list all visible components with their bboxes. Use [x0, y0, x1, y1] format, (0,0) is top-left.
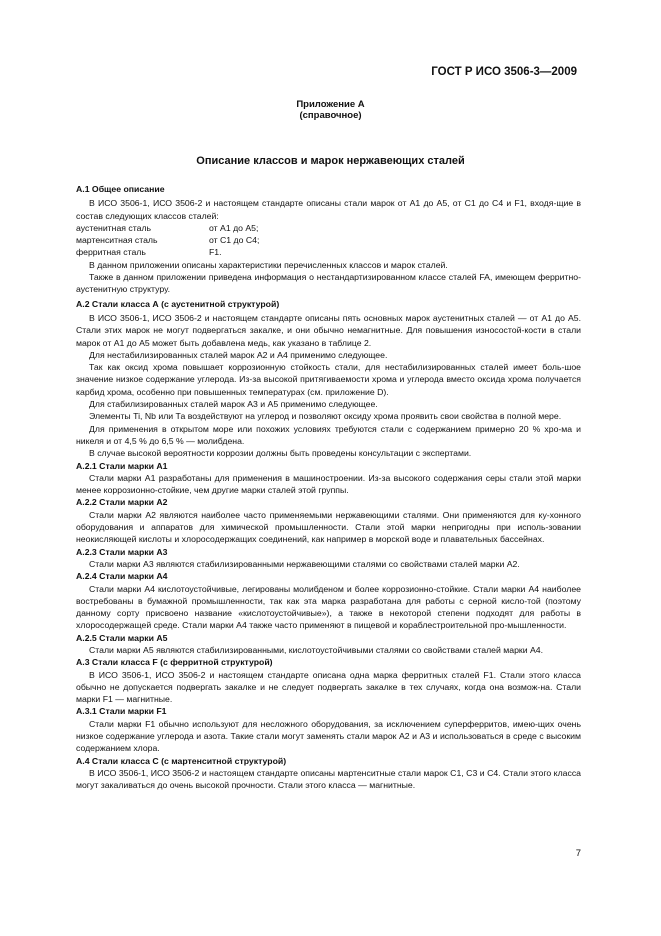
class-range: F1. [209, 247, 222, 258]
section-heading: А.4 Стали класса С (с мартенситной структурой) [76, 755, 287, 766]
class-name: мартенситная сталь [76, 235, 158, 246]
class-range: от А1 до А5; [209, 222, 259, 233]
standard-number: ГОСТ Р ИСО 3506-3—2009 [431, 66, 577, 78]
paragraph: Для применения в открытом море или похожих условиях требуются стали с содержанием примерно 20 % хро-ма и никеля и от 4,5 % до 6,5 % — молибдена. [76, 423, 581, 446]
document-body [76, 183, 581, 792]
paragraph: В ИСО 3506-1, ИСО 3506-2 и настоящем стандарте описана одна марка ферритных сталей F1. Стали этого класса обычно не допускается подвергать закалке и не следует подвергать закалке в тех случаях, когда она возмож-на. Стали марки F1 — магнитные. [76, 669, 581, 705]
paragraph: Элементы Ti, Nb или Та воздействуют на углерод и позволяют оксиду хрома проявить свои свойства в полной мере. [89, 411, 562, 422]
subsection-heading: А.2.5 Стали марки А5 [76, 632, 168, 643]
paragraph: Стали марки А2 являются наиболее часто применяемыми нержавеющими сталями. Они применяются для ку-хонного оборудования и аппаратов для химической промышленности. Стали этой марки непригодны при исполь-зовании неокисляющей кислоты и хлоросодержащих соединений, как например в морской воде и плавательных бассейнах. [76, 509, 581, 545]
class-list-item [76, 234, 581, 246]
paragraph: Так как оксид хрома повышает коррозионную стойкость стали, для нестабилизированных сталей имеет боль-шое значение низкое содержание углерода. Из-за высокой притягиваемости хрома и углерода вместо оксида хрома получается карбид хрома, особенно при повышенных температурах (см. приложение D). [76, 362, 581, 397]
paragraph: Стали марки F1 обычно используют для несложного оборудования, за исключением суперферритов, имею-щих очень низкое содержание углерода и азота. Такие стали могут заменять стали марок А2 и А3 и использоваться в среде с высоким содержанием хлора. [76, 718, 581, 754]
subsection-heading: А.2.2 Стали марки А2 [76, 497, 168, 508]
paragraph: Стали марки А1 разработаны для применения в машиностроении. Из-за высокого содержания серы стали этой марки менее коррозионно-стойкие, чем другие марки сталей этой группы. [76, 472, 581, 496]
class-list-item [76, 246, 581, 258]
subsection-heading: А.3.1 Стали марки F1 [76, 706, 167, 717]
subsection-heading: А.2.1 Стали марки А1 [76, 460, 168, 471]
section-heading: А.1 Общее описание [76, 184, 165, 194]
paragraph: В данном приложении описаны характеристики перечисленных классов и марок сталей. [89, 259, 448, 270]
paragraph: Для нестабилизированных сталей марок А2 и А4 применимо следующее. [89, 349, 388, 360]
paragraph: Также в данном приложении приведена информация о нестандартизированном классе сталей FA, имеющем ферритно-аустенитную структуру. [76, 272, 581, 295]
paragraph: Для стабилизированных сталей марок А3 и А5 применимо следующее. [89, 399, 378, 410]
class-name: аустенитная сталь [76, 222, 152, 233]
class-list [76, 222, 581, 259]
paragraph: В случае высокой вероятности коррозии должны быть проведены консультации с экспертами. [89, 448, 472, 459]
paragraph: Стали марки А4 кислотоустойчивые, легированы молибденом и более коррозионно-стойкие. Стали марки А4 наиболее востребованы в бумажной промышленности, так как эта марка разработана для работы с серной кисло-той (поэтому данному сорту присвоено название «кислотоустойчивые»), а также в некоторой степени подходят для работы в хлоросодержащей среде. Стали марки А4 также часто применяют в пищевой и кораблестроительной про-мышленности. [76, 583, 581, 631]
paragraph: В ИСО 3506-1, ИСО 3506-2 и настоящем стандарте описаны стали марок от А1 до А5, от С1 до С4 и F1, входя-щие в состав следующих классов сталей: [76, 198, 581, 221]
page-number: 7 [575, 848, 581, 859]
annex-type: (справочное) [299, 110, 362, 121]
class-list-item [76, 222, 581, 234]
class-range: от С1 до С4; [209, 235, 260, 246]
section-heading: А.2 Стали класса А (с аустенитной структурой) [76, 298, 280, 309]
page-title: Описание классов и марок нержавеющих сталей [196, 155, 465, 167]
paragraph: Стали марки А3 являются стабилизированными нержавеющими сталями со свойствами сталей марки А2. [89, 558, 520, 569]
paragraph: В ИСО 3506-1, ИСО 3506-2 и настоящем стандарте описаны пять основных марок аустенитных сталей — от А1 до А5. Стали этих марок не могут подвергаться закалке, и они обычно немагнитные. Для повышения износостой-кости в стали марок от А1 до А5 может быть добавлена медь, как указано в таблице 2. [76, 312, 581, 348]
section-heading: А.3 Стали класса F (с ферритной структурой) [76, 657, 273, 668]
class-name: ферритная сталь [76, 247, 146, 258]
paragraph: Стали марки А5 являются стабилизированными, кислотоустойчивыми сталями со свойствами сталей марки А4. [89, 644, 544, 655]
subsection-heading: А.2.4 Стали марки А4 [76, 571, 168, 582]
annex-title: Приложение А [296, 99, 365, 110]
subsection-heading: А.2.3 Стали марки А3 [76, 546, 168, 557]
paragraph: В ИСО 3506-1, ИСО 3506-2 и настоящем стандарте описаны мартенситные стали марок С1, С3 и С4. Стали этого класса могут закаливаться до очень высокой прочности. Стали этого класса — магнитные. [76, 767, 581, 791]
